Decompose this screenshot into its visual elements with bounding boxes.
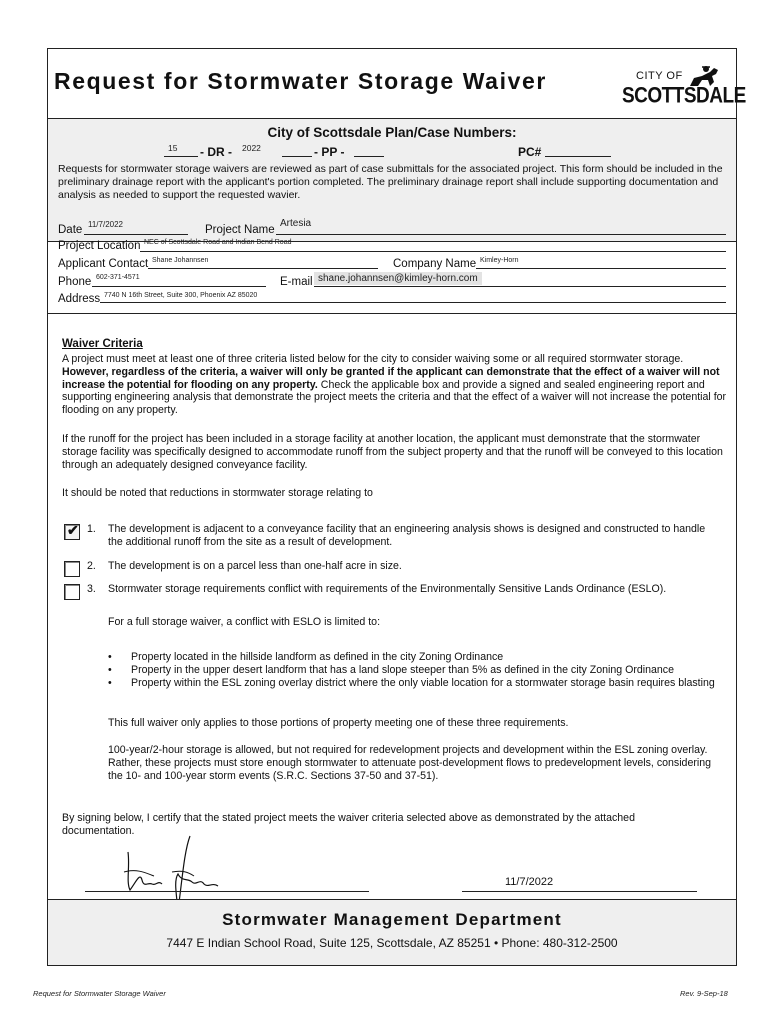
project-name-value[interactable]: Artesia (280, 218, 312, 229)
dr-year-line (282, 156, 312, 157)
criterion-3-text: Stormwater storage requirements conflict with requirements of the Environmentally Sensitive Lands Ordinance (ESLO). (108, 583, 667, 595)
applicant-contact-value[interactable]: Shane Johannsen (152, 257, 209, 264)
storage-note: 100-year/2-hour storage is allowed, but not required for redevelopment projects and development within the ESL zoning overlay. Rather, these projects must store enough stormwater to attenuate post-development flows to predevelopment levels, considering the 10- and 100-year storm events (S.R.C. Sections 37-50 and 37-51). (108, 744, 711, 782)
project-location-label: Project Location (58, 240, 141, 252)
criterion-2-checkbox[interactable] (64, 561, 80, 577)
pc-line[interactable] (545, 156, 611, 157)
project-location-line (140, 251, 726, 252)
project-location-value[interactable]: NEC of Scottsdale Road and Indian Bend Road (144, 239, 292, 246)
date-value[interactable]: 11/7/2022 (88, 220, 123, 229)
section-divider (48, 313, 736, 314)
logo-line2: SCOTTSDALE (622, 84, 746, 109)
address-value[interactable]: 7740 N 16th Street, Suite 300, Phoenix AZ 85020 (104, 292, 258, 299)
list-item: • Property within the ESL zoning overlay district where the only viable location for a stormwater storage basin requires blasting (108, 677, 728, 690)
address-line (100, 302, 726, 303)
dr-year-value[interactable]: 2022 (242, 143, 261, 153)
pp-label: - PP - (314, 145, 345, 159)
cowboy-horse-icon (682, 64, 726, 90)
department-address: 7447 E Indian School Road, Suite 125, Scottsdale, AZ 85251 • Phone: 480-312-2500 (166, 936, 618, 950)
list-item: • Property in the upper desert landform that has a land slope steeper than 5% as defined in the city Zoning Ordinance (108, 664, 728, 677)
criterion-1-checkbox[interactable] (64, 524, 80, 540)
criteria-paragraph-1 (62, 353, 730, 417)
pp-line (354, 156, 384, 157)
logo-line1: CITY OF (636, 70, 683, 82)
criteria-p1-instructions: Check the applicable box and provide a signed and sealed engineering report and supporting engineering analysis that demonstrate the project meets the criteria and that the effect of a waiver will not increase the potential for flooding on any property. (62, 378, 727, 417)
waiver-criteria-title: Waiver Criteria (62, 338, 143, 350)
criteria-paragraph-2: If the runoff for the project has been included in a storage facility at another location, the applicant must demonstrate that the stormwater storage facility was specifically designed to accommodate runoff from the subject property and that the runoff will be conveyed to this location through an adequately designed conveyance facility. (62, 433, 723, 471)
applicant-contact-line (148, 268, 378, 269)
company-name-value[interactable]: Kimley-Horn (480, 257, 519, 264)
intro-text: Requests for stormwater storage waivers are reviewed as part of case submittals for the associated project. This form should be included in the preliminary drainage report with the applicant's portion completed. The preliminary drainage report shall include supporting documentation and analysis as needed to support the requested wavier. (58, 163, 723, 201)
phone-value[interactable]: 602-371-4571 (96, 274, 140, 281)
department-band (48, 899, 736, 965)
criteria-p1-intro: A project must meet at least one of three criteria listed below for the city to consider waiving some or all required stormwater storage. (62, 353, 684, 365)
signature-line[interactable] (85, 891, 369, 892)
case-number-band (48, 118, 736, 242)
signature-date[interactable]: 11/7/2022 (505, 876, 554, 888)
dr-prefix-line (164, 156, 198, 157)
eslo-conditions-list (108, 651, 728, 689)
checkmark-icon: ✔ (67, 522, 79, 538)
page-footer-title: Request for Stormwater Storage Waiver (33, 989, 166, 998)
company-name-line (476, 268, 726, 269)
date-line (84, 234, 188, 235)
criteria-paragraph-3: It should be noted that reductions in stormwater storage relating to (62, 487, 373, 499)
page-footer-revision: Rev. 9-Sep-18 (680, 989, 728, 998)
email-label: E-mail (280, 276, 313, 288)
criterion-1-text: The development is adjacent to a conveyance facility that an engineering analysis shows is designed and constructed to handle the additional runoff from the site as a result of development. (108, 523, 706, 548)
criterion-3-number: 3. (87, 583, 96, 595)
criterion-1-number: 1. (87, 523, 96, 535)
date-label: Date (58, 224, 83, 236)
criterion-3-checkbox[interactable] (64, 584, 80, 600)
project-name-line (276, 234, 726, 235)
company-name-label: Company Name (393, 258, 477, 270)
list-item: • Property located in the hillside landform as defined in the city Zoning Ordinance (108, 651, 728, 664)
address-label: Address (58, 293, 101, 305)
email-value[interactable]: shane.johannsen@kimley-horn.com (314, 272, 482, 285)
dr-label: - DR - (200, 145, 232, 159)
pc-label: PC# (518, 145, 542, 159)
email-line (314, 286, 726, 287)
certification-text: By signing below, I certify that the stated project meets the waiver criteria selected above as demonstrated by the attached documentation. (62, 812, 635, 837)
department-name: Stormwater Management Department (222, 910, 562, 929)
case-numbers-heading: City of Scottsdale Plan/Case Numbers: (267, 125, 517, 140)
criteria-p1-emphasis: However, regardless of the criteria, a waiver will only be granted if the applicant can demonstrate that the effect of a waiver will not increase the potential for flooding on any property. (62, 365, 720, 391)
project-name-label: Project Name (205, 224, 275, 236)
city-logo (618, 64, 746, 110)
form-title: Request for Stormwater Storage Waiver (54, 68, 547, 94)
criterion-2-number: 2. (87, 560, 96, 572)
phone-label: Phone (58, 276, 92, 288)
case-number-row (48, 145, 736, 161)
date-line (462, 891, 697, 892)
eslo-intro: For a full storage waiver, a conflict with ESLO is limited to: (108, 616, 381, 628)
applicant-contact-label: Applicant Contact (58, 258, 149, 270)
criterion-2-text: The development is on a parcel less than one-half acre in size. (108, 560, 402, 572)
full-waiver-note: This full waiver only applies to those portions of property meeting one of these three requirements. (108, 717, 569, 729)
phone-line (92, 286, 266, 287)
dr-prefix-value[interactable]: 15 (168, 143, 178, 153)
